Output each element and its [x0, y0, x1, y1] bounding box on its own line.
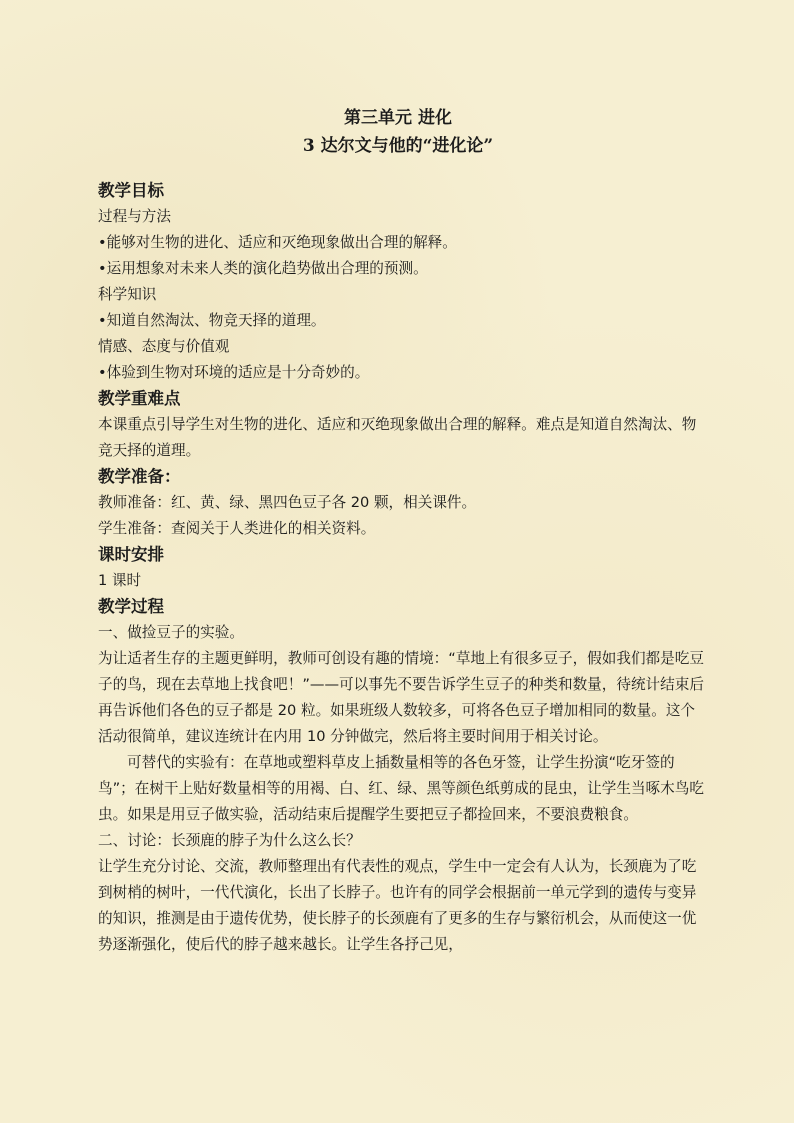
step2-title: 二、讨论：长颈鹿的脖子为什么这么长？	[98, 832, 361, 849]
goal-item: •知道自然淘汰、物竞天择的道理。	[98, 312, 326, 329]
step1-paragraph-1: 为让适者生存的主题更鲜明，教师可创设有趣的情境：“草地上有很多豆子，假如我们都是吃豆子的鸟，现在去草地上找食吧！”——可以事先不要告诉学生豆子的种类和数量，待统计结束后再告诉他们各色的豆子都是 20 粒。如果班级人数较多，可将各色豆子增加相同的数量。这个活动很简单，建议连统计在内用 10 分钟做完，然后将主要时间用于相关讨论。	[98, 650, 704, 745]
schedule-text: 1 课时	[98, 572, 142, 589]
step1-title: 一、做捡豆子的实验。	[98, 624, 244, 641]
attitude-heading: 情感、态度与价值观	[98, 338, 230, 355]
lesson-title: 3 达尔文与他的“进化论”	[302, 136, 494, 156]
schedule-heading: 课时安排	[98, 545, 164, 564]
process-heading: 教学过程	[98, 597, 164, 616]
document-page	[98, 100, 708, 958]
teacher-preparation: 教师准备：红、黄、绿、黑四色豆子各 20 颗，相关课件。	[98, 494, 477, 511]
key-points-heading: 教学重难点	[98, 389, 181, 408]
step2-paragraph-1: 让学生充分讨论、交流，教师整理出有代表性的观点，学生中一定会有人认为，长颈鹿为了吃到树梢的树叶，一代代演化，长出了长脖子。也许有的同学会根据前一单元学到的遗传与变异的知识，推测是由于遗传优势，使长脖子的长颈鹿有了更多的生存与繁衍机会，从而使这一优势逐渐强化，使后代的脖子越来越长。让学生各抒己见，	[98, 858, 697, 953]
process-method-heading: 过程与方法	[98, 208, 171, 225]
preparation-heading: 教学准备：	[98, 467, 181, 486]
goal-item: •运用想象对未来人类的演化趋势做出合理的预测。	[98, 260, 428, 277]
knowledge-heading: 科学知识	[98, 286, 157, 303]
student-preparation: 学生准备：查阅关于人类进化的相关资料。	[98, 520, 376, 537]
goal-item: •体验到生物对环境的适应是十分奇妙的。	[98, 364, 370, 381]
goal-item: •能够对生物的进化、适应和灭绝现象做出合理的解释。	[98, 234, 457, 251]
unit-title: 第三单元 进化	[344, 108, 452, 128]
goals-heading: 教学目标	[98, 181, 164, 200]
step1-paragraph-2: 可替代的实验有：在草地或塑料草皮上插数量相等的各色牙签，让学生扮演“吃牙签的鸟”；在树干上贴好数量相等的用褐、白、红、绿、黑等颜色纸剪成的昆虫，让学生当啄木鸟吃虫。如果是用豆子做实验，活动结束后提醒学生要把豆子都捡回来，不要浪费粮食。	[98, 754, 704, 823]
key-points-text: 本课重点引导学生对生物的进化、适应和灭绝现象做出合理的解释。难点是知道自然淘汰、物竞天择的道理。	[98, 416, 697, 459]
